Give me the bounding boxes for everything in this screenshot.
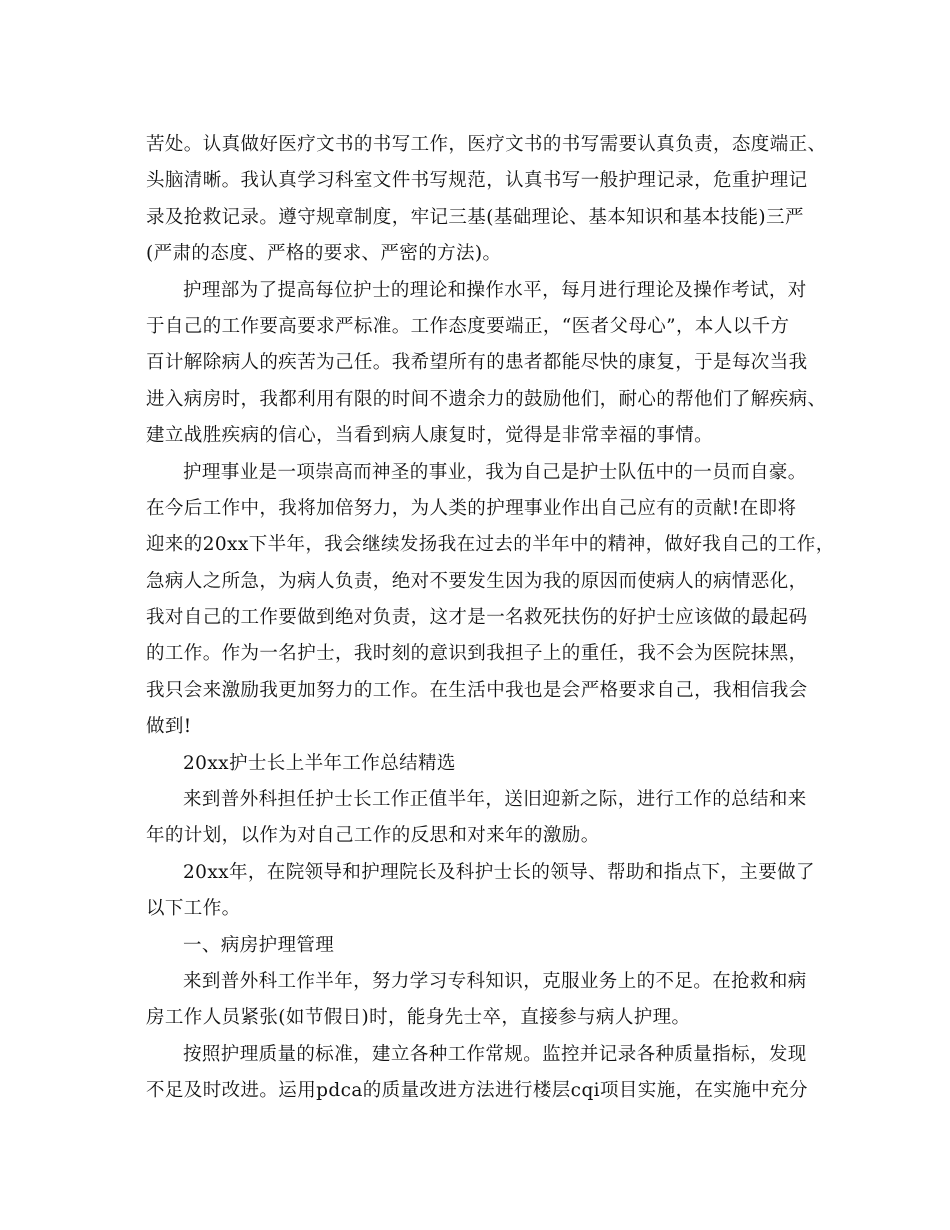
text-line: 按照护理质量的标准，建立各种工作常规。监控并记录各种质量指标，发现 [183, 1043, 807, 1065]
text-line: 于自己的工作要高要求严标准。工作态度要端正，“医者父母心”，本人以千方 [146, 315, 790, 337]
text-line: 百计解除病人的疾苦为己任。我希望所有的患者都能尽快的康复，于是每次当我 [146, 352, 808, 374]
text-line: 20xx年，在院领导和护理院长及科护士长的领导、帮助和指点下，主要做了 [183, 861, 815, 883]
text-line: 做到! [146, 716, 192, 738]
section-heading: 20xx护士长上半年工作总结精选 [183, 752, 456, 774]
text-line: 头脑清晰。我认真学习科室文件书写规范，认真书写一般护理记录，危重护理记 [146, 170, 808, 192]
text-line: 急病人之所急，为病人负责，绝对不要发生因为我的原因而使病人的病情恶化， [146, 570, 808, 592]
text-line: 不足及时改进。运用pdca的质量改进方法进行楼层cqi项目实施，在实施中充分 [146, 1080, 808, 1102]
text-line: 进入病房时，我都利用有限的时间不遗余力的鼓励他们，耐心的帮他们了解疾病、 [146, 388, 827, 410]
text-line: 来到普外科担任护士长工作正值半年，送旧迎新之际，进行工作的总结和来 [183, 789, 807, 811]
subsection-heading: 一、病房护理管理 [183, 934, 335, 956]
document-body [146, 127, 835, 1110]
text-line: 护理部为了提高每位护士的理论和操作水平，每月进行理论及操作考试，对 [183, 279, 807, 301]
text-line: (严肃的态度、严格的要求、严密的方法)。 [146, 243, 502, 265]
text-line: 录及抢救记录。遵守规章制度，牢记三基(基础理论、基本知识和基本技能)三严 [146, 206, 804, 228]
text-line: 来到普外科工作半年，努力学习专科知识，克服业务上的不足。在抢救和病 [183, 970, 807, 992]
text-line: 苦处。认真做好医疗文书的书写工作，医疗文书的书写需要认真负责，态度端正、 [146, 134, 827, 155]
text-line: 年的计划，以作为对自己工作的反思和对来年的激励。 [146, 825, 600, 847]
text-line: 我对自己的工作要做到绝对负责，这才是一名救死扶伤的好护士应该做的最起码 [146, 607, 808, 629]
text-line: 在今后工作中，我将加倍努力，为人类的护理事业作出自己应有的贡献!在即将 [146, 497, 797, 519]
text-line: 护理事业是一项崇高而神圣的事业，我为自己是护士队伍中的一员而自豪。 [183, 461, 807, 483]
text-line: 的工作。作为一名护士，我时刻的意识到我担子上的重任，我不会为医院抹黑， [146, 643, 808, 665]
text-line: 建立战胜疾病的信心，当看到病人康复时，觉得是非常幸福的事情。 [146, 425, 714, 447]
text-line: 房工作人员紧张(如节假日)时，能身先士卒，直接参与病人护理。 [146, 1007, 691, 1029]
text-line: 以下工作。 [146, 898, 241, 920]
text-line: 迎来的20xx下半年，我会继续发扬我在过去的半年中的精神，做好我自己的工作， [146, 534, 835, 556]
text-line: 我只会来激励我更加努力的工作。在生活中我也是会严格要求自己，我相信我会 [146, 679, 808, 701]
